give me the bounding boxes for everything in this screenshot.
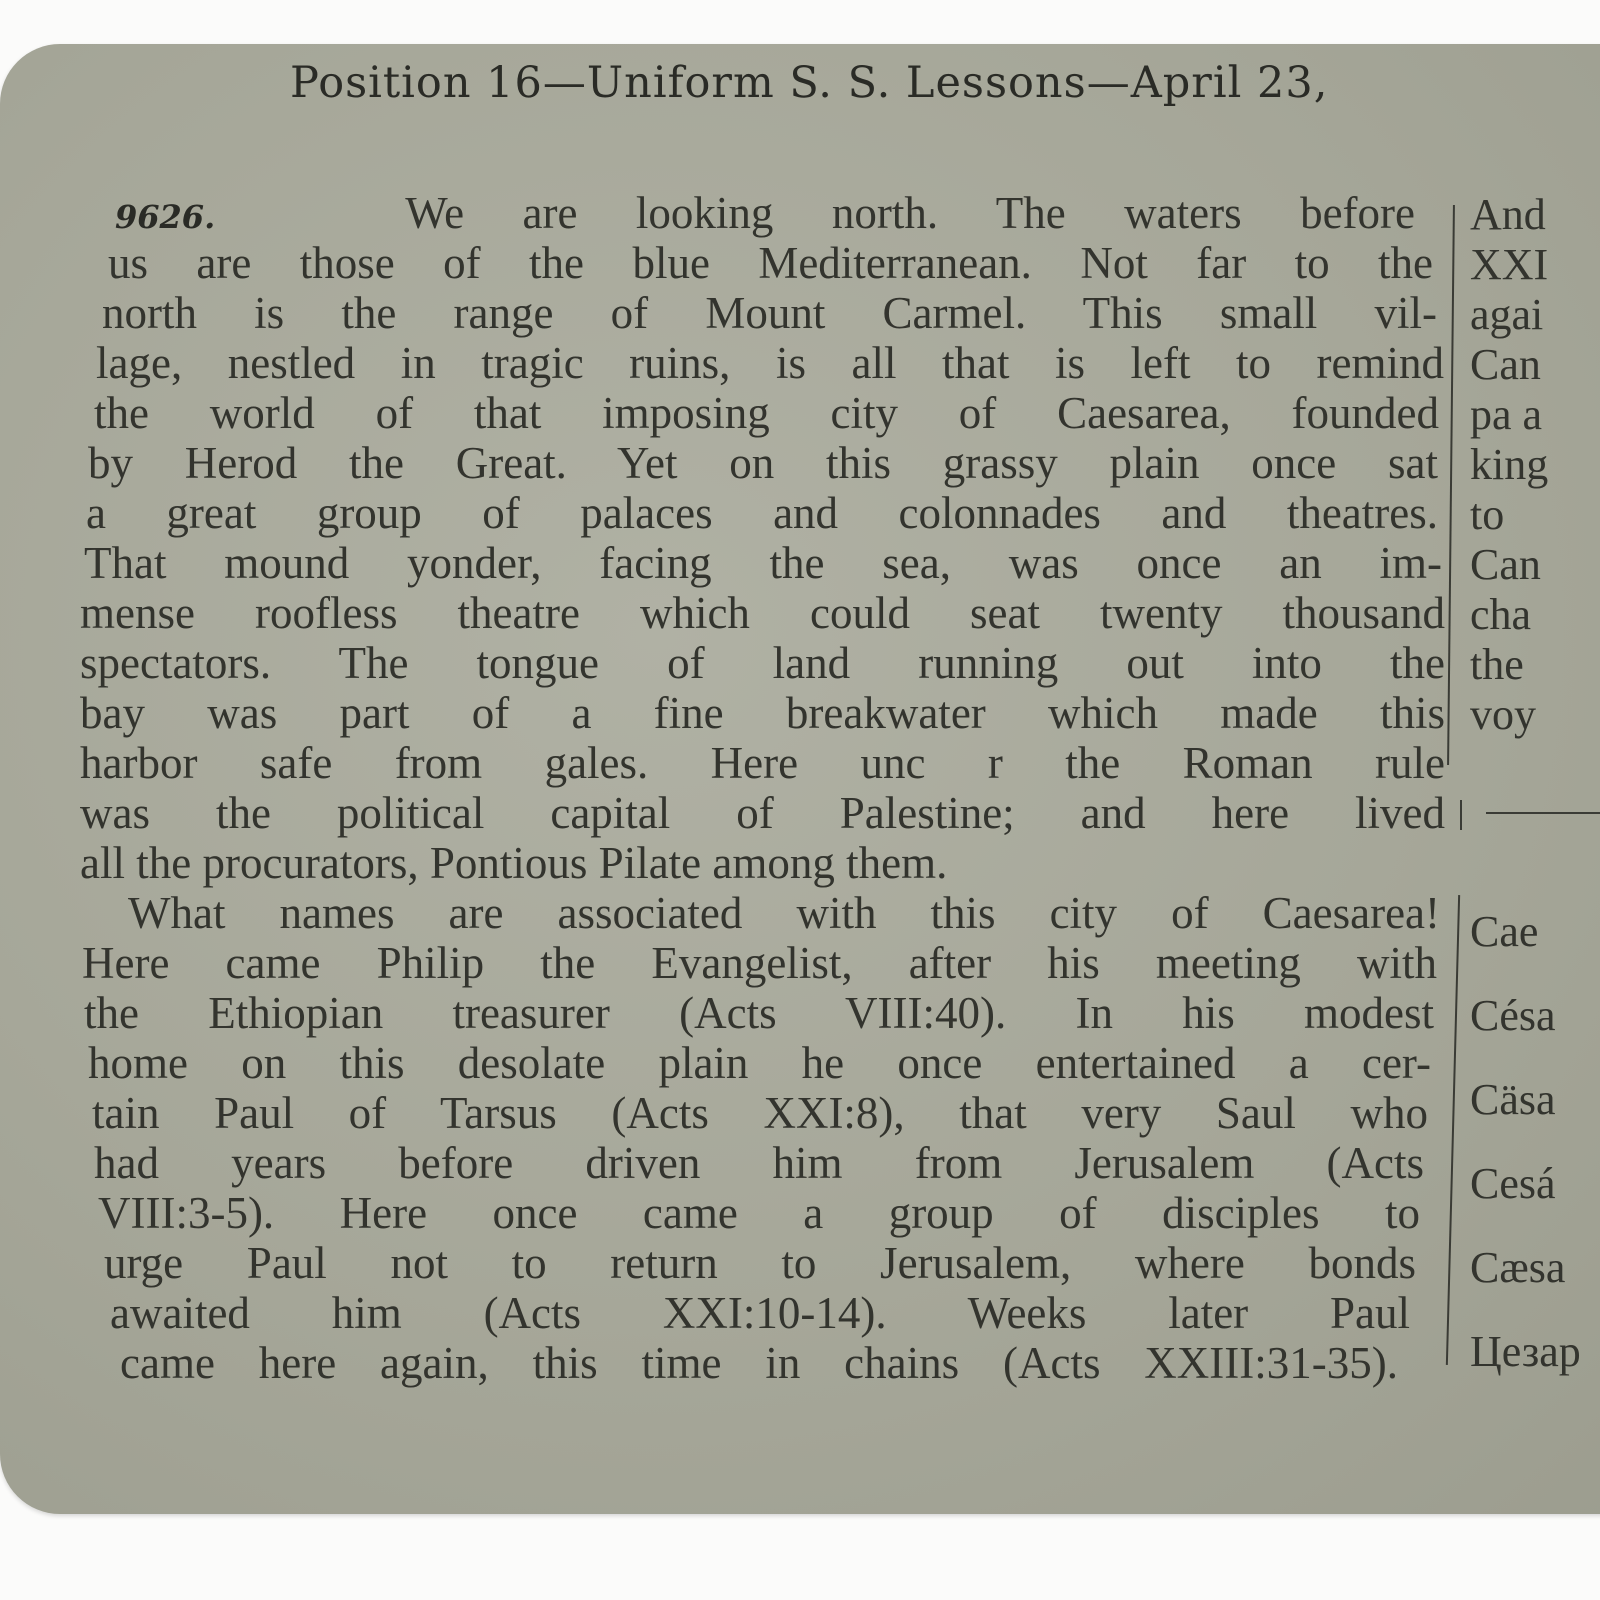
translation-name: Césa	[1470, 991, 1556, 1040]
side-line: Can	[1470, 540, 1541, 589]
side-line: XXI	[1470, 240, 1549, 289]
translation-name: Цезар	[1470, 1327, 1581, 1376]
side-line: agai	[1470, 290, 1544, 339]
text-line: the world of that imposing city of Caesarea, founded	[94, 388, 1439, 438]
translation-name: Cäsa	[1470, 1075, 1556, 1124]
translation-name: Cesá	[1470, 1159, 1556, 1208]
translation-name: Cae	[1470, 907, 1539, 956]
text-line: tain Paul of Tarsus (Acts XXI:8), that very Saul who	[92, 1088, 1428, 1138]
side-column-text	[1470, 190, 1600, 740]
lesson-header: Position 16—Uniform S. S. Lessons—April 23,	[290, 58, 1329, 108]
text-line: awaited him (Acts XXI:10-14). Weeks later Paul	[110, 1288, 1410, 1338]
text-line: bay was part of a fine breakwater which made this	[80, 688, 1445, 738]
plate-number: 9626.	[115, 198, 216, 236]
side-line: king	[1470, 440, 1549, 489]
side-line: the	[1470, 640, 1524, 689]
text-line: That mound yonder, facing the sea, was once an im-	[84, 538, 1442, 588]
text-line: us are those of the blue Mediterranean. Not far to the	[108, 238, 1433, 288]
text-line: home on this desolate plain he once entertained a cer-	[88, 1038, 1431, 1088]
translation-name: Cæsa	[1470, 1243, 1566, 1292]
side-line: pa a	[1470, 390, 1543, 439]
text-line: harbor safe from gales. Here unc r the Roman rule	[80, 738, 1445, 788]
text-line: had years before driven him from Jerusalem (Acts	[94, 1138, 1424, 1188]
text-line: mense roofless theatre which could seat twenty thousand	[80, 588, 1445, 638]
text-line: 9626. We are looking north. The waters before	[115, 188, 1415, 238]
side-divider	[1486, 812, 1600, 814]
text-line: What names are associated with this city of Caesarea!	[128, 888, 1440, 938]
name-translations	[1470, 890, 1600, 1394]
side-line: to	[1470, 490, 1505, 539]
text-line: by Herod the Great. Yet on this grassy plain once sat	[88, 438, 1438, 488]
text-line: lage, nestled in tragic ruins, is all that is left to remind	[96, 338, 1444, 388]
column-rule	[1460, 800, 1462, 830]
text-line: Here came Philip the Evangelist, after his meeting with	[82, 938, 1437, 988]
text-line: spectators. The tongue of land running out into the	[80, 638, 1445, 688]
text-line: north is the range of Mount Carmel. This small vil-	[102, 288, 1437, 338]
text-line: urge Paul not to return to Jerusalem, where bonds	[104, 1238, 1416, 1288]
text-line: was the political capital of Palestine; and here lived	[80, 788, 1445, 838]
side-line: voy	[1470, 690, 1536, 739]
text-line: all the procurators, Pontious Pilate among them.	[80, 838, 948, 888]
description-column	[80, 188, 1450, 1388]
text-line: came here again, this time in chains (Acts XXIII:31-35).	[120, 1338, 1398, 1388]
side-line: Can	[1470, 340, 1541, 389]
side-line: cha	[1470, 590, 1532, 639]
text-line: a great group of palaces and colonnades and theatres.	[86, 488, 1438, 538]
text-line: the Ethiopian treasurer (Acts VIII:40). In his modest	[84, 988, 1434, 1038]
side-line: And	[1470, 190, 1546, 239]
text-line: VIII:3-5). Here once came a group of disciples to	[98, 1188, 1420, 1238]
